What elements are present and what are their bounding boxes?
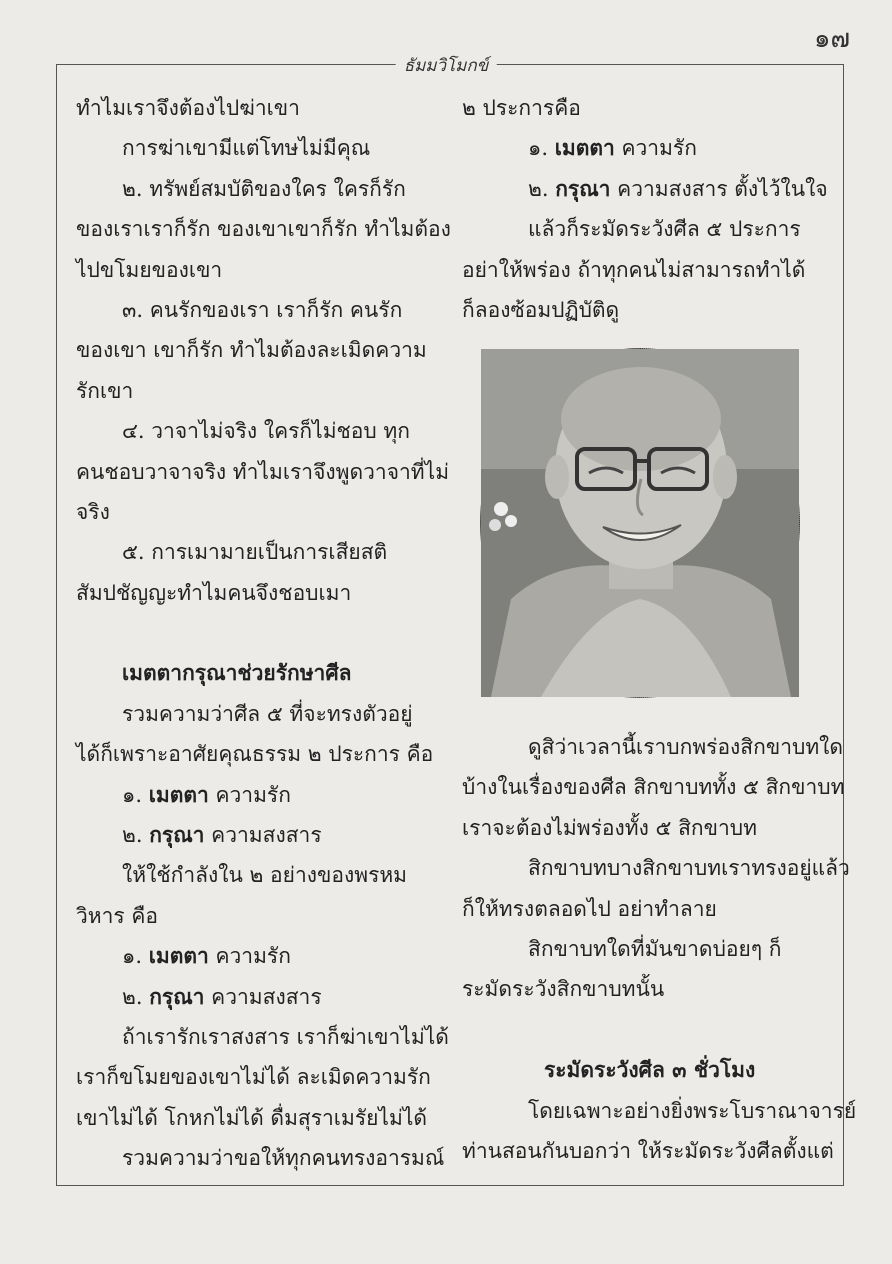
list-number: ๑. <box>122 782 149 807</box>
section-heading: ระมัดระวังศีล ๓ ชั่วโมง <box>544 1057 756 1083</box>
bold-term: กรุณา <box>149 983 205 1009</box>
term-definition: ความรัก <box>614 136 697 161</box>
text-line: รวมความว่าขอให้ทุกคนทรงอารมณ์ <box>122 1146 445 1171</box>
text-line: ท่านสอนกันบอกว่า ให้ระมัดระวังศีลตั้งแต่ <box>462 1138 834 1163</box>
text-line: ทำไมเราจึงต้องไปฆ่าเขา <box>76 96 300 120</box>
text-line: บ้างในเรื่องของศีล สิกขาบททั้ง ๕ สิกขาบท <box>462 775 845 800</box>
text-line: ระมัดระวังสิกขาบทนั้น <box>462 977 665 1002</box>
text-line: ถ้าเรารักเราสงสาร เราก็ฆ่าเขาไม่ได้ <box>122 1024 449 1049</box>
section-heading: เมตตากรุณาช่วยรักษาศีล <box>122 660 352 686</box>
list-number: ๒. <box>122 984 150 1009</box>
paragraph-gap <box>76 613 444 653</box>
text-line: การฆ่าเขามีแต่โทษไม่มีคุณ <box>122 136 371 161</box>
right-column-bottom <box>462 727 857 1171</box>
portrait-photo <box>480 348 800 698</box>
right-column-top <box>462 88 828 330</box>
text-line: ๕. การเมามายเป็นการเสียสติ <box>122 540 388 565</box>
text-line: คนชอบวาจาจริง ทำไมเราจึงพูดวาจาที่ไม่ <box>76 459 450 484</box>
bold-term: เมตตา <box>148 781 209 807</box>
text-line <box>76 815 444 855</box>
bold-term: เมตตา <box>554 135 615 161</box>
text-line: สิกขาบทใดที่มันขาดบ่อยๆ ก็ <box>528 936 782 961</box>
text-line: ให้ใช้กำลังใน ๒ อย่างของพรหม <box>122 863 408 888</box>
list-number: ๒. <box>528 176 556 201</box>
text-line: ไปขโมยของเขา <box>76 257 223 282</box>
text-line: เราจะต้องไม่พร่องทั้ง ๕ สิกขาบท <box>462 815 757 840</box>
text-line <box>462 169 828 209</box>
text-line: ก็ลองซ้อมปฏิบัติดู <box>462 297 620 322</box>
text-line: ดูสิว่าเวลานี้เราบกพร่องสิกขาบทใด <box>528 735 844 759</box>
text-line: ๒ ประการคือ <box>462 96 581 120</box>
text-line: ของเราเราก็รัก ของเขาเขาก็รัก ทำไมต้อง <box>76 217 451 242</box>
term-definition: ความสงสาร <box>204 823 322 848</box>
list-number: ๑. <box>528 136 555 161</box>
list-number: ๒. <box>122 823 150 848</box>
text-line: ของเขา เขาก็รัก ทำไมต้องละเมิดความ <box>76 338 427 363</box>
running-header: ธัมมวิโมกข์ <box>396 52 497 79</box>
text-line: อย่าให้พร่อง ถ้าทุกคนไม่สามารถทำได้ <box>462 257 806 282</box>
text-line <box>76 936 444 976</box>
bold-term: เมตตา <box>148 943 209 969</box>
text-line: วิหาร คือ <box>76 903 159 928</box>
text-line: ๔. วาจาไม่จริง ใครก็ไม่ชอบ ทุก <box>122 419 410 444</box>
text-line: สิกขาบทบางสิกขาบทเราทรงอยู่แล้ว <box>528 856 850 881</box>
text-line: รักเขา <box>76 378 134 403</box>
term-definition: ความสงสาร ตั้งไว้ในใจ <box>610 176 828 201</box>
term-definition: ความสงสาร <box>204 984 322 1009</box>
left-column <box>76 88 451 1179</box>
text-line <box>76 775 444 815</box>
text-line <box>76 977 444 1017</box>
text-line: ๒. ทรัพย์สมบัติของใคร ใครก็รัก <box>122 176 406 201</box>
text-line <box>462 128 822 168</box>
text-line: ก็ให้ทรงตลอดไป อย่าทำลาย <box>462 896 717 921</box>
text-line: ได้ก็เพราะอาศัยคุณธรรม ๒ ประการ คือ <box>76 742 434 767</box>
term-definition: ความรัก <box>208 782 291 807</box>
text-line: รวมความว่าศีล ๕ ที่จะทรงตัวอยู่ <box>122 701 413 726</box>
text-line: ๓. คนรักของเรา เราก็รัก คนรัก <box>122 297 403 322</box>
bold-term: กรุณา <box>149 822 205 848</box>
text-line: จริง <box>76 499 110 524</box>
text-line: เขาไม่ได้ โกหกไม่ได้ ดื่มสุราเมรัยไม่ได้ <box>76 1105 428 1130</box>
text-line: เราก็ขโมยของเขาไม่ได้ ละเมิดความรัก <box>76 1065 431 1090</box>
text-line: สัมปชัญญะทำไมคนจึงชอบเมา <box>76 580 352 605</box>
monk-portrait-image <box>481 349 799 697</box>
bold-term: กรุณา <box>555 175 611 201</box>
page-number: ๑๗ <box>813 24 850 54</box>
text-line: แล้วก็ระมัดระวังศีล ๕ ประการ <box>528 217 801 242</box>
paragraph-gap <box>462 1010 822 1050</box>
term-definition: ความรัก <box>208 944 291 969</box>
list-number: ๑. <box>122 944 149 969</box>
text-line: โดยเฉพาะอย่างยิ่งพระโบราณาจารย์ <box>528 1098 857 1123</box>
